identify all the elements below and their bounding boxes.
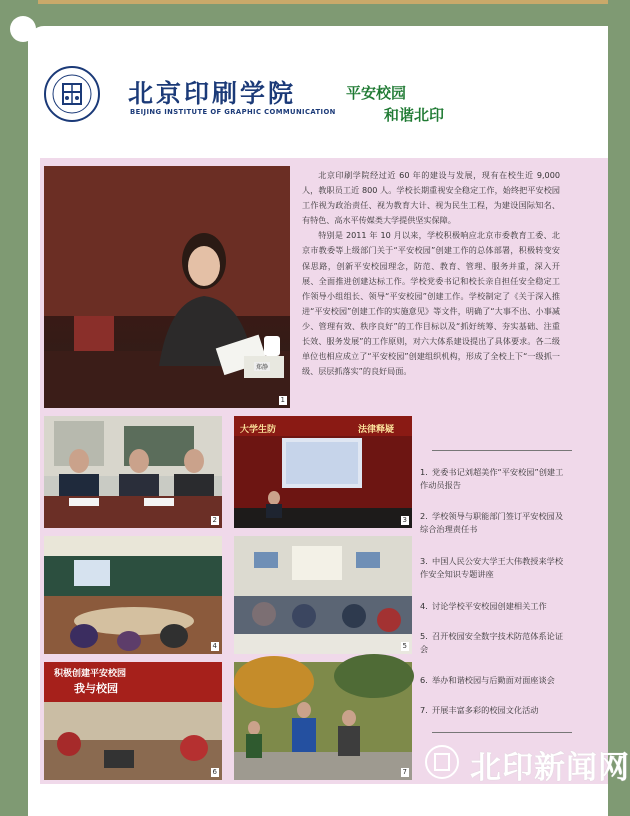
photo-4-meeting bbox=[44, 536, 222, 654]
caption-2 bbox=[420, 510, 570, 536]
banner-right: 法律释疑 bbox=[358, 425, 395, 435]
caption-4 bbox=[420, 600, 570, 613]
caption-bottom-rule bbox=[432, 732, 572, 733]
banner-line-1: 积极创建平安校园 bbox=[54, 669, 127, 679]
caption-5 bbox=[420, 630, 570, 656]
caption-number: 5. bbox=[420, 631, 428, 641]
banner-left: 大学生防 bbox=[240, 425, 277, 435]
caption-number: 1. bbox=[420, 467, 428, 477]
caption-number: 4. bbox=[420, 601, 428, 611]
photo-number: 1 bbox=[280, 396, 285, 404]
caption-number: 6. bbox=[420, 675, 428, 685]
photo-number: 7 bbox=[402, 768, 407, 776]
caption-text: 中国人民公安大学王大伟教授来学校作安全知识专题讲座 bbox=[420, 556, 564, 579]
slogan-line-1: 平安校园 bbox=[346, 84, 407, 102]
photo-number: 5 bbox=[402, 642, 407, 650]
caption-7 bbox=[420, 704, 570, 717]
caption-1 bbox=[420, 466, 570, 492]
photo-1-illustration bbox=[44, 166, 290, 408]
article-body bbox=[302, 168, 560, 379]
article-paragraph-2: 特别是 2011 年 10 月以来，学校积极响应北京市委教育工委、北京市教委等上级部门关于“平安校园”创建工作的总体部署，积极转变安保思路，创新平安校园理念，防范、教育、管理、服务并重，深入开展、全面推进创建达标工作。学校党委书记和校长亲自担任安全稳定工作领导小组组长、领导“平安校园”创建工作。学校制定了《关于深入推进“平安校园”创建工作的实施意见》等文件，明确了“大事不出、小事减少、管理有效、秩序良好”的工作目标以及“抓好统筹、夯实基础、注重长效、服务发展”的工作原则，对六大体系建设提出了具体要求。各二级单位也相应成立了“平安校园”创建组织机构，形成了全校上下“一级抓一级、层层抓落实”的良好局面。 bbox=[302, 230, 560, 377]
article-paragraph-1: 北京印刷学院经过近 60 年的建设与发展，现有在校生近 9,000 人，教职员工近 800 人。学校长期重视安全稳定工作，始终把平安校园工作视为政治责任、视为教育大计、视为民生工程，为建设国际知名、有特色、高水平传媒类大学提供坚实保障。 bbox=[302, 170, 560, 226]
caption-6 bbox=[420, 674, 570, 687]
nameplate: 郑静 bbox=[256, 364, 269, 371]
caption-number: 7. bbox=[420, 705, 428, 715]
photo-7-campus-activity bbox=[234, 662, 412, 780]
caption-text: 开展丰富多彩的校园文化活动 bbox=[432, 705, 539, 715]
photo-4-illustration bbox=[44, 536, 222, 654]
brand-name-cn: 北京印刷学院 bbox=[128, 79, 297, 108]
university-logo bbox=[44, 66, 100, 122]
photo-3-lecture bbox=[234, 416, 412, 528]
photo-number: 3 bbox=[402, 516, 407, 524]
photo-2-signing bbox=[44, 416, 222, 528]
photo-number: 6 bbox=[212, 768, 217, 776]
caption-number: 3. bbox=[420, 556, 428, 566]
photo-7-illustration bbox=[234, 662, 412, 780]
banner-line-2: 我与校园 bbox=[74, 682, 118, 695]
caption-text: 学校领导与职能部门签订平安校园及综合治理责任书 bbox=[420, 511, 564, 534]
photo-1-speech bbox=[44, 166, 290, 408]
photo-6-forum bbox=[44, 662, 222, 780]
caption-text: 讨论学校平安校园创建相关工作 bbox=[432, 601, 547, 611]
caption-text: 召开校园安全数字技术防范体系论证会 bbox=[420, 631, 564, 654]
footer-seal-icon bbox=[424, 744, 460, 780]
caption-text: 举办和谐校园与后勤面对面座谈会 bbox=[432, 675, 555, 685]
caption-text: 党委书记刘超美作“平安校园”创建工作动员报告 bbox=[420, 467, 564, 490]
photo-5-conference bbox=[234, 536, 412, 654]
top-rule bbox=[38, 0, 608, 4]
footer-masthead: 北印新闻网 bbox=[470, 750, 630, 786]
photo-6-illustration bbox=[44, 662, 222, 780]
photo-5-illustration bbox=[234, 536, 412, 654]
corner-dot bbox=[10, 16, 36, 42]
photo-number: 4 bbox=[212, 642, 217, 650]
photo-number: 2 bbox=[212, 516, 217, 524]
caption-3 bbox=[420, 555, 570, 581]
caption-top-rule bbox=[432, 450, 572, 451]
photo-2-illustration bbox=[44, 416, 222, 528]
brand-name-en: BEIJING INSTITUTE OF GRAPHIC COMMUNICATION bbox=[130, 108, 336, 116]
caption-number: 2. bbox=[420, 511, 428, 521]
slogan-line-2: 和谐北印 bbox=[384, 106, 445, 124]
